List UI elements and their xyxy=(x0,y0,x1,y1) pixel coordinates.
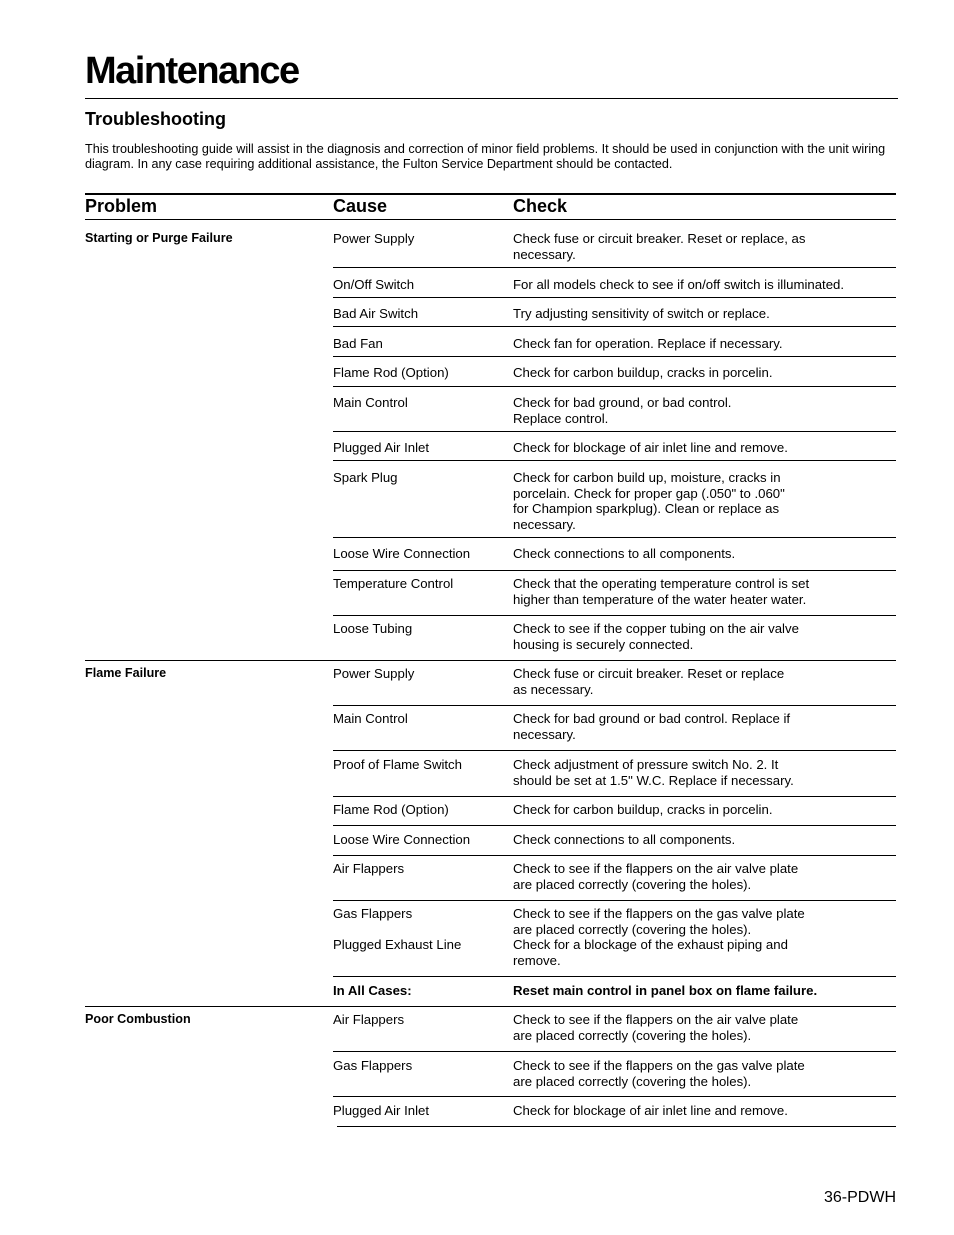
cause-cell: Air Flappers xyxy=(333,861,405,876)
row-divider xyxy=(333,537,896,538)
check-cell: Check connections to all components. xyxy=(513,546,736,561)
check-cell: Check to see if the flappers on the air valve plate are placed correctly (covering the holes). xyxy=(513,861,799,892)
check-cell: Check for carbon build up, moisture, cracks in porcelain. Check for proper gap (.050" to .060" for Champion sparkplug). Clean or replace as necessary. xyxy=(513,470,785,532)
cause-cell: Plugged Exhaust Line xyxy=(333,937,462,952)
cause-cell: Flame Rod (Option) xyxy=(333,365,449,380)
cause-cell: On/Off Switch xyxy=(333,277,415,292)
row-divider xyxy=(333,796,896,797)
problem-poor-combustion: Poor Combustion xyxy=(85,1012,191,1026)
header-cause: Cause xyxy=(333,196,388,216)
header-check: Check xyxy=(513,196,568,216)
cause-cell: Proof of Flame Switch xyxy=(333,757,462,772)
row-divider xyxy=(333,615,896,616)
title-rule xyxy=(85,98,898,99)
cause-cell: Main Control xyxy=(333,711,408,726)
check-cell: Check for a blockage of the exhaust piping and remove. xyxy=(513,937,788,968)
check-cell: Check fuse or circuit breaker. Reset or replace, as necessary. xyxy=(513,231,806,262)
check-cell: Check for blockage of air inlet line and remove. xyxy=(513,1103,788,1118)
check-cell: Check adjustment of pressure switch No. 2. It should be set at 1.5" W.C. Replace if necessary. xyxy=(513,757,794,788)
cause-cell: Power Supply xyxy=(333,231,415,246)
cause-cell-all-cases: In All Cases: xyxy=(333,983,412,998)
cause-cell: Gas Flappers xyxy=(333,1058,413,1073)
page-title: Maintenance xyxy=(85,50,299,92)
row-divider xyxy=(333,431,896,432)
row-divider xyxy=(333,1051,896,1052)
cause-cell: Loose Wire Connection xyxy=(333,832,471,847)
cause-cell: Gas Flappers xyxy=(333,906,413,921)
check-cell: Check to see if the flappers on the air valve plate are placed correctly (covering the holes). xyxy=(513,1012,799,1043)
table-bottom-rule xyxy=(337,1126,896,1127)
row-divider xyxy=(333,460,896,461)
row-divider xyxy=(333,356,896,357)
table-top-rule xyxy=(85,193,896,195)
row-divider xyxy=(333,750,896,751)
row-divider xyxy=(333,705,896,706)
row-divider xyxy=(333,326,896,327)
check-cell-all-cases: Reset main control in panel box on flame failure. xyxy=(513,983,818,998)
check-cell: Check to see if the flappers on the gas valve plate are placed correctly (covering the holes). xyxy=(513,1058,805,1089)
section-divider xyxy=(85,1006,896,1007)
check-cell: For all models check to see if on/off switch is illuminated. xyxy=(513,277,845,292)
cause-cell: Temperature Control xyxy=(333,576,454,591)
check-cell: Try adjusting sensitivity of switch or replace. xyxy=(513,306,770,321)
page-number: 36-PDWH xyxy=(823,1189,896,1206)
section-title: Troubleshooting xyxy=(85,109,226,129)
cause-cell: Plugged Air Inlet xyxy=(333,440,430,455)
header-problem: Problem xyxy=(85,196,158,216)
check-cell: Check connections to all components. xyxy=(513,832,736,847)
row-divider xyxy=(333,900,896,901)
cause-cell: Flame Rod (Option) xyxy=(333,802,449,817)
cause-cell: Bad Fan xyxy=(333,336,383,351)
check-cell: Check for blockage of air inlet line and remove. xyxy=(513,440,788,455)
row-divider xyxy=(333,386,896,387)
check-cell: Check to see if the flappers on the gas valve plate are placed correctly (covering the holes). xyxy=(513,906,805,937)
check-cell: Check fuse or circuit breaker. Reset or replace as necessary. xyxy=(513,666,785,697)
row-divider xyxy=(333,267,896,268)
cause-cell: Loose Wire Connection xyxy=(333,546,471,561)
check-cell: Check for bad ground, or bad control. Replace control. xyxy=(513,395,732,426)
cause-cell: Air Flappers xyxy=(333,1012,405,1027)
header-rule xyxy=(85,219,896,220)
section-divider xyxy=(85,660,896,661)
problem-flame-failure: Flame Failure xyxy=(85,666,167,680)
check-cell: Check for carbon buildup, cracks in porcelin. xyxy=(513,802,773,817)
row-divider xyxy=(333,976,896,977)
intro-paragraph: This troubleshooting guide will assist in the diagnosis and correction of minor field problems. It should be used in conjunction with the unit wiring diagram. In any case requiring additional assistance, the Fulton Service Department should be contacted. xyxy=(85,142,886,171)
cause-cell: Loose Tubing xyxy=(333,621,413,636)
row-divider xyxy=(333,570,896,571)
cause-cell: Plugged Air Inlet xyxy=(333,1103,430,1118)
check-cell: Check that the operating temperature control is set higher than temperature of the water heater water. xyxy=(513,576,810,607)
row-divider xyxy=(333,1096,896,1097)
cause-cell: Main Control xyxy=(333,395,408,410)
row-divider xyxy=(333,855,896,856)
cause-cell: Spark Plug xyxy=(333,470,398,485)
problem-starting-purge-failure: Starting or Purge Failure xyxy=(85,231,233,245)
check-cell: Check fan for operation. Replace if necessary. xyxy=(513,336,783,351)
row-divider xyxy=(333,825,896,826)
check-cell: Check for bad ground or bad control. Replace if necessary. xyxy=(513,711,791,742)
row-divider xyxy=(333,297,896,298)
cause-cell: Power Supply xyxy=(333,666,415,681)
check-cell: Check for carbon buildup, cracks in porcelin. xyxy=(513,365,773,380)
check-cell: Check to see if the copper tubing on the air valve housing is securely connected. xyxy=(513,621,799,652)
cause-cell: Bad Air Switch xyxy=(333,306,419,321)
